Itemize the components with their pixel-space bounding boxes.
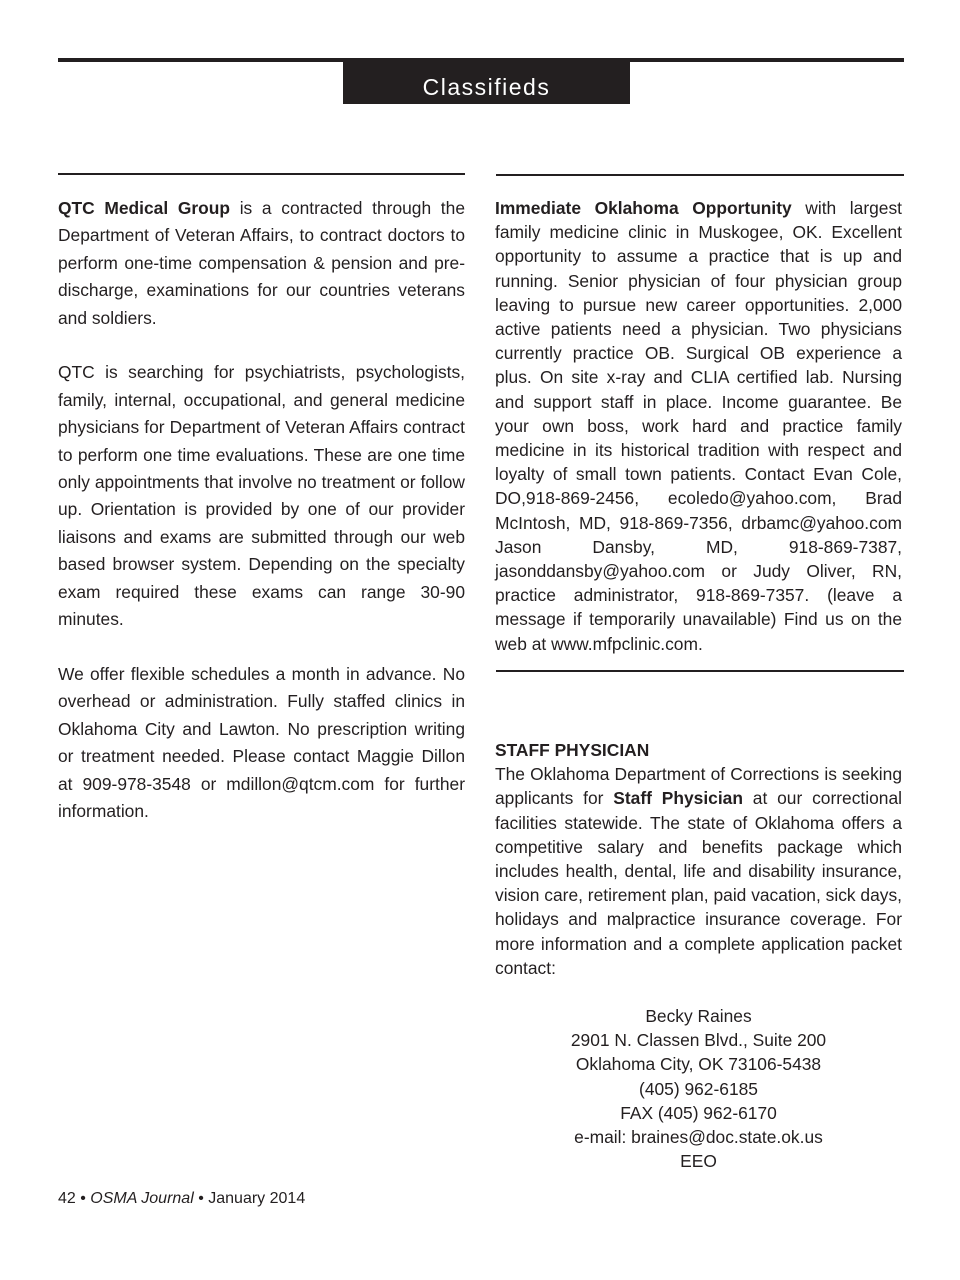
footer-separator-2: •	[193, 1190, 209, 1207]
muskogee-ad-body: with largest family medicine clinic in Muskogee, OK. Excellent opportunity to assume a practice that is up and running. Senior physician of four physician group leaving to pursue new career opportunities. 2,000 active patients need a physician. Two physicians currently practice OB. Surgical OB experience a plus. On site x-ray and CLIA certified lab. Nursing and support staff in place. Income guarantee. Be your own boss, work hard and practice family medicine in its historical tradition with respect and loyalty of small town patients. Contact Evan Cole, DO,918-869-2456, ecoledo@yahoo.com, Brad McIntosh, MD, 918-869-7356, drbamc@yahoo.com Jason Dansby, MD, 918-869-7387, jasonddansby@yahoo.com or Judy Oliver, RN, practice administrator, 918-869-7357. (leave a message if temporarily unavailable) Find us on the web at www.mfpclinic.com.	[495, 198, 902, 654]
journal-name: OSMA Journal	[90, 1190, 194, 1207]
qtc-search-paragraph: QTC is searching for psychiatrists, psychologists, family, internal, occupational, and general medicine physicians for Department of Veteran Affairs contract to perform one time evaluations. These are one time only appointments that involve no treatment or follow up. Orientation is provided by one of our provider liaisons and exams are submitted through our web based browser system. Depending on the specialty exam required these exams can range 30-90 minutes.	[58, 362, 465, 630]
muskogee-clinic-ad	[495, 196, 902, 656]
staff-physician-body-part-2: at our correctional facilities statewide. The state of Oklahoma offers a competitive salary and benefits package which includes health, dental, life and disability insurance, vision care, retirement plan, paid vacation, sick days, holidays and malpractice insurance coverage. For more information and a complete application packet contact:	[495, 788, 902, 978]
left-column	[58, 195, 465, 853]
contact-block	[495, 1004, 902, 1173]
contact-eeo: EEO	[680, 1151, 717, 1172]
contact-address-line-2: Oklahoma City, OK 73106-5438	[575, 1054, 822, 1075]
staff-physician-body-part-1: The Oklahoma Department of Corrections is seeking applicants for	[495, 764, 902, 809]
muskogee-ad-lead: Immediate Oklahoma Opportunity	[495, 198, 792, 218]
contact-phone: (405) 962-6185	[639, 1078, 758, 1099]
issue-date: January 2014	[208, 1190, 306, 1207]
right-column-rule-top	[496, 174, 904, 176]
contact-name: Becky Raines	[645, 1006, 752, 1027]
staff-physician-ad	[495, 738, 902, 1173]
staff-physician-body	[495, 762, 902, 980]
left-column-rule	[58, 173, 465, 175]
footer-separator-1: •	[75, 1190, 91, 1207]
qtc-intro-text: is a contracted through the Department of Veteran Affairs, to contract doctors to perform one-time compensation & pension and pre-discharge, examinations for our countries veterans and soldiers.	[58, 198, 465, 328]
staff-physician-heading: STAFF PHYSICIAN	[495, 740, 650, 760]
right-column-rule-middle	[496, 670, 904, 672]
contact-email: e-mail: braines@doc.state.ok.us	[574, 1127, 823, 1148]
qtc-offer-paragraph: We offer flexible schedules a month in advance. No overhead or administration. Fully staffed clinics in Oklahoma City and Lawton. No prescription writing or treatment needed. Please contact Maggie Dillon at 909-978-3548 or mdillon@qtcm.com for further information.	[58, 663, 465, 821]
qtc-intro-paragraph	[58, 195, 465, 332]
section-title: Classifieds	[343, 62, 630, 104]
page-footer	[58, 1188, 305, 1210]
contact-fax: FAX (405) 962-6170	[620, 1102, 777, 1123]
staff-physician-body-bold: Staff Physician	[613, 788, 743, 809]
qtc-name: QTC Medical Group	[58, 198, 231, 218]
muskogee-ad-paragraph	[495, 196, 902, 656]
contact-address-line-1: 2901 N. Classen Blvd., Suite 200	[570, 1030, 827, 1051]
page-number: 42	[58, 1190, 76, 1207]
